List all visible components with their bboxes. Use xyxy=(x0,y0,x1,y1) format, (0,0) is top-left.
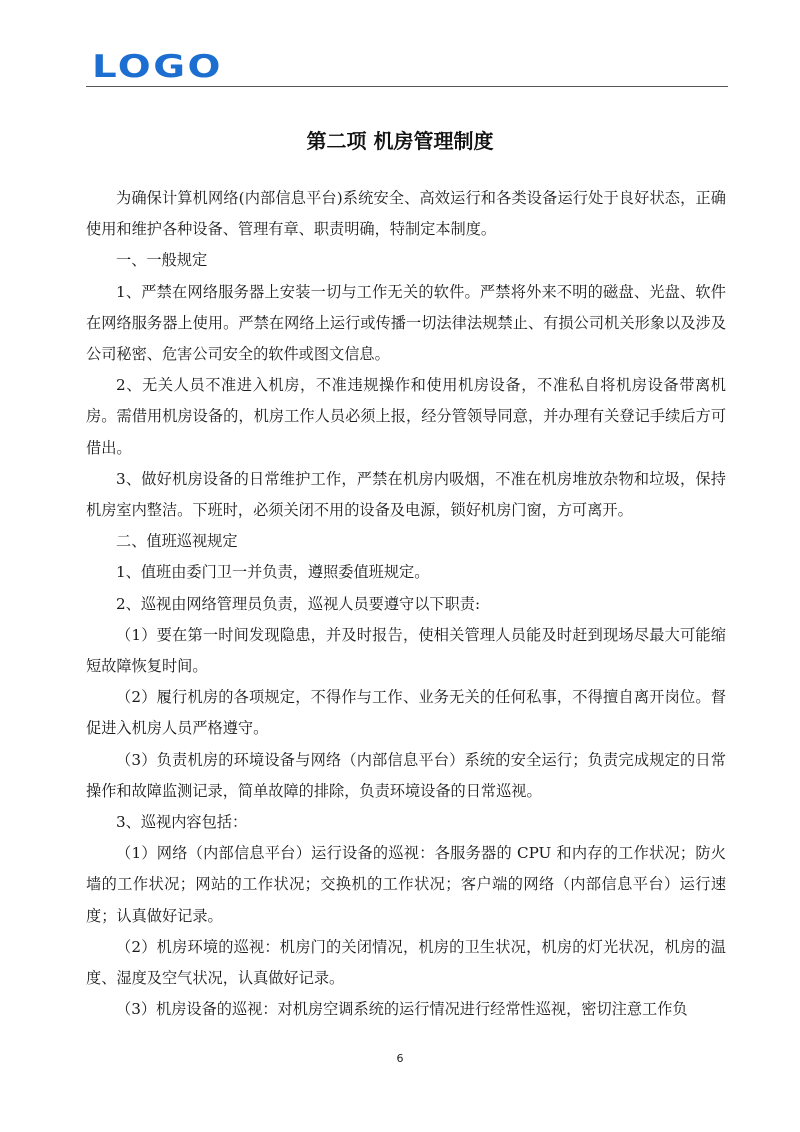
section-heading-duty: 二、值班巡视规定 xyxy=(116,532,238,551)
section-heading-general: 一、一般规定 xyxy=(116,251,208,270)
paragraph: （2）机房环境的巡视：机房门的关闭情况，机房的卫生状况，机房的灯光状况，机房的温度、湿度及空气状况，认真做好记录。 xyxy=(86,937,726,988)
paragraph: （2）履行机房的各项规定，不得作与工作、业务无关的任何私事，不得擅自离开岗位。督促进入机房人员严格遵守。 xyxy=(86,688,726,738)
paragraph: （3）机房设备的巡视：对机房空调系统的运行情况进行经常性巡视，密切注意工作负 xyxy=(116,1000,688,1019)
document-title: 第二项 机房管理制度 xyxy=(306,129,494,153)
paragraph: 3、做好机房设备的日常维护工作，严禁在机房内吸烟，不准在机房堆放杂物和垃圾，保持机房室内整洁。下班时，必须关闭不用的设备及电源，锁好机房门窗，方可离开。 xyxy=(86,469,726,520)
paragraph: 1、值班由委门卫一并负责，遵照委值班规定。 xyxy=(116,563,430,582)
page-number: 6 xyxy=(396,1052,404,1065)
paragraph: 2、无关人员不准进入机房，不准违规操作和使用机房设备，不准私自将机房设备带离机房。需借用机房设备的，机房工作人员必须上报，经分管领导同意，并办理有关登记手续后方可借出。 xyxy=(86,376,726,457)
paragraph-intro: 为确保计算机网络(内部信息平台)系统安全、高效运行和各类设备运行处于良好状态，正确使用和维护各种设备、管理有章、职责明确，特制定本制度。 xyxy=(86,189,726,239)
paragraph: （1）要在第一时间发现隐患，并及时报告，使相关管理人员能及时赶到现场尽最大可能缩短故障恢复时间。 xyxy=(86,625,726,676)
paragraph: （3）负责机房的环境设备与网络（内部信息平台）系统的安全运行；负责完成规定的日常操作和故障监测记录，简单故障的排除，负责环境设备的日常巡视。 xyxy=(86,750,726,800)
paragraph: 3、巡视内容包括： xyxy=(116,813,248,832)
paragraph: 1、严禁在网络服务器上安装一切与工作无关的软件。严禁将外来不明的磁盘、光盘、软件在网络服务器上使用。严禁在网络上运行或传播一切法律法规禁止、有损公司机关形象以及涉及公司秘密、危害公司安全的软件或图文信息。 xyxy=(86,282,726,364)
paragraph: 2、巡视由网络管理员负责，巡视人员要遵守以下职责: xyxy=(116,594,481,613)
logo: LOGO xyxy=(92,49,224,85)
header-divider xyxy=(86,86,728,87)
document-body xyxy=(86,183,726,1025)
paragraph: （1）网络（内部信息平台）运行设备的巡视：各服务器的 CPU 和内存的工作状况；防火墙的工作状况；网站的工作状况；交换机的工作状况；客户端的网络（内部信息平台）运行速度；认真做好记录。 xyxy=(86,844,726,925)
